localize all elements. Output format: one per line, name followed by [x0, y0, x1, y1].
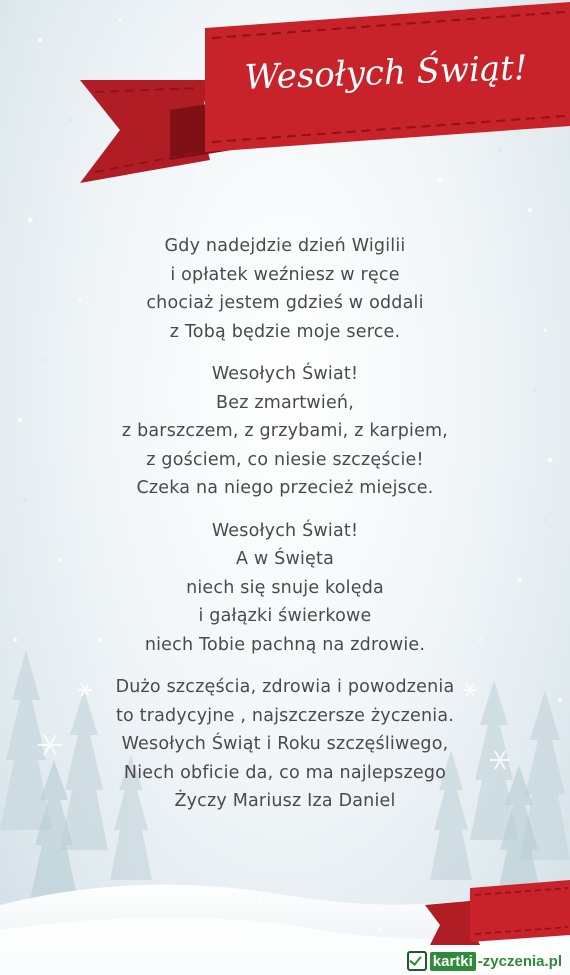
poem-line: i gałązki świerkowe	[198, 606, 372, 626]
poem-line: Dużo szczęścia, zdrowia i powodzenia	[115, 677, 455, 697]
checkbox-logo-icon	[407, 951, 427, 971]
poem-line: to tradycyjne , najszczersze życzenia.	[115, 705, 455, 726]
poem-line: z gościem, co niesie szczęście!	[146, 449, 424, 470]
ribbon-banner-bottom	[425, 880, 570, 945]
poem-line: Gdy nadejdzie dzień Wigilii	[164, 236, 406, 256]
poem-line: chociaż jestem gdzieś w oddali	[146, 293, 424, 313]
poem-stanza-2	[0, 360, 570, 503]
card-title: Wesołych Świąt!	[243, 48, 529, 98]
poem-line: A w Święta	[235, 549, 335, 569]
poem-line: Czeka na niego przecież miejsce.	[136, 478, 434, 498]
poem-line: z barszczem, z grzybami, z karpiem,	[121, 421, 449, 441]
poem-line: niech się snuje kolęda	[186, 577, 384, 598]
poem-line: niech Tobie pachną na zdrowie.	[144, 634, 426, 655]
watermark-domain: -zyczenia.pl	[477, 952, 562, 970]
poem-stanza-4	[0, 673, 570, 816]
watermark-brand: kartki	[430, 952, 476, 971]
poem-text	[0, 232, 570, 830]
site-watermark[interactable]	[407, 950, 564, 972]
poem-line: Bez zmartwień,	[216, 392, 354, 413]
poem-signature: Życzy Mariusz Iza Daniel	[174, 791, 396, 811]
poem-line: Wesołych Świąt i Roku szczęśliwego,	[121, 734, 449, 754]
poem-line: Wesołych Świat!	[211, 364, 359, 384]
poem-line: z Tobą będzie moje serce.	[169, 321, 401, 342]
poem-line: Niech obficie da, co ma najlepszego	[123, 762, 447, 783]
poem-stanza-3	[0, 517, 570, 660]
poem-stanza-1	[0, 232, 570, 346]
poem-line: i opłatek weźniesz w ręce	[170, 264, 400, 285]
poem-line: Wesołych Świat!	[211, 520, 359, 541]
